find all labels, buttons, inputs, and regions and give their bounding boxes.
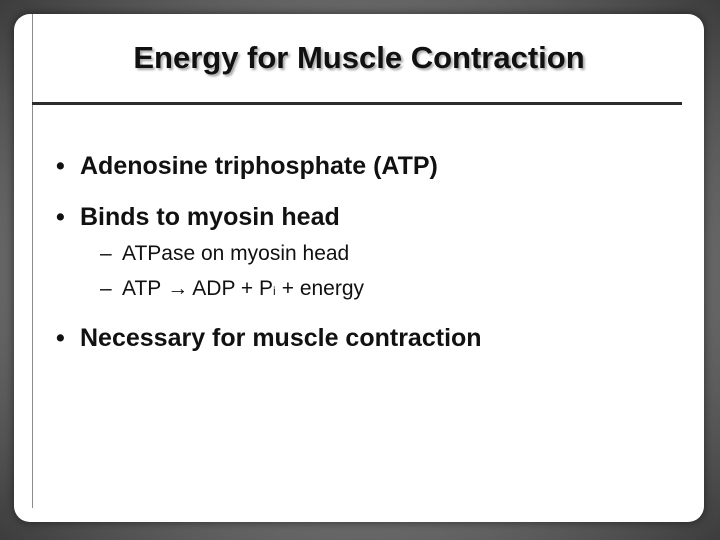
bullet-item-atp — [56, 152, 438, 181]
reaction-reactant: ATP — [122, 277, 162, 300]
slide-title: Energy for Muscle Contraction — [133, 40, 585, 75]
reaction-product: ADP + P — [192, 277, 274, 300]
sub-bullet-symbol: – — [100, 242, 112, 265]
bullet-symbol: • — [56, 203, 65, 231]
slide — [14, 14, 704, 522]
phosphate-subscript: i — [273, 284, 276, 298]
bullet-item-binds — [56, 203, 340, 232]
bullet-text: Necessary for muscle contraction — [80, 324, 482, 352]
bullet-text: Binds to myosin head — [80, 203, 340, 231]
sub-bullet-symbol: – — [100, 277, 112, 300]
reaction-energy: + energy — [281, 277, 365, 300]
title-underline-rule — [32, 102, 682, 105]
bullet-symbol: • — [56, 152, 65, 180]
bullet-symbol: • — [56, 324, 65, 352]
right-arrow-icon: → — [167, 277, 189, 300]
bullet-text: Adenosine triphosphate (ATP) — [80, 152, 438, 180]
sub-bullet-reaction — [100, 277, 364, 301]
bullet-item-necessary — [56, 324, 482, 353]
sub-bullet-text: ATPase on myosin head — [122, 242, 350, 265]
left-vertical-rule — [32, 14, 33, 508]
sub-bullet-atpase — [100, 242, 349, 266]
